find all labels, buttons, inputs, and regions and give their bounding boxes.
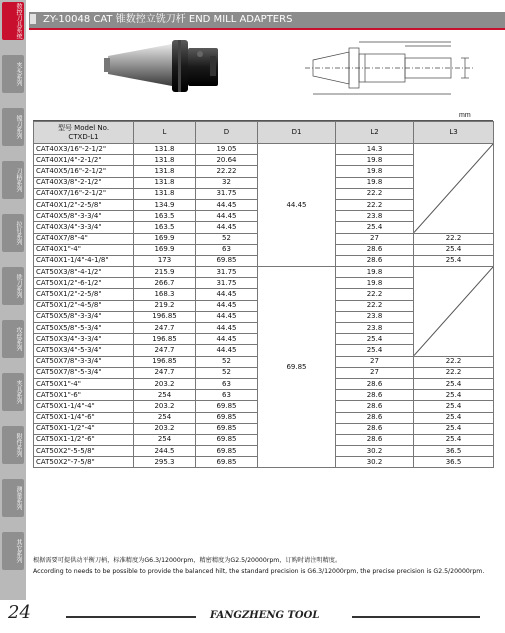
cell-model: CAT50X1-1/4"-4" — [34, 401, 134, 412]
cell-l: 163.5 — [134, 211, 196, 222]
header-l: L — [134, 122, 196, 144]
cell-d: 69.85 — [196, 255, 258, 266]
cell-l2: 19.8 — [336, 155, 414, 166]
product-photo — [100, 38, 230, 108]
cell-d: 63 — [196, 244, 258, 255]
cell-l2: 28.6 — [336, 434, 414, 445]
header-l2: L2 — [336, 122, 414, 144]
cell-model: CAT50X1"-4" — [34, 378, 134, 389]
cell-d1: 69.85 — [258, 267, 336, 468]
cell-model: CAT50X1-1/2"-6" — [34, 434, 134, 445]
cell-d: 69.85 — [196, 401, 258, 412]
header-model-label: 型号 Model No. — [57, 123, 110, 132]
cell-l2: 30.2 — [336, 457, 414, 468]
header-d1: D1 — [258, 122, 336, 144]
cell-d: 31.75 — [196, 188, 258, 199]
cell-d: 63 — [196, 378, 258, 389]
cell-d: 69.85 — [196, 412, 258, 423]
cell-l2: 19.8 — [336, 177, 414, 188]
cell-model: CAT50X1"-6" — [34, 390, 134, 401]
cell-l3: 25.4 — [414, 390, 494, 401]
cell-model: CAT40X3/8"-2-1/2" — [34, 177, 134, 188]
cell-model: CAT50X7/8"-5-3/4" — [34, 367, 134, 378]
cell-d: 19.05 — [196, 144, 258, 155]
cell-l: 247.7 — [134, 323, 196, 334]
cell-l3: 25.4 — [414, 412, 494, 423]
cell-d: 69.85 — [196, 423, 258, 434]
sidebar-tab-label: 附件系列 — [15, 433, 22, 457]
cell-model: CAT40X1"-4" — [34, 244, 134, 255]
cell-d: 69.85 — [196, 457, 258, 468]
cell-l: 131.8 — [134, 155, 196, 166]
cell-l: 203.2 — [134, 423, 196, 434]
cell-l2: 28.6 — [336, 255, 414, 266]
cell-l2: 22.2 — [336, 188, 414, 199]
cell-l2: 28.6 — [336, 401, 414, 412]
sidebar-tab[interactable] — [2, 532, 24, 570]
footer-brand: FANGZHENG TOOL — [210, 610, 320, 621]
cell-l2: 27 — [336, 233, 414, 244]
cell-d1: 44.45 — [258, 144, 336, 267]
cell-d: 63 — [196, 390, 258, 401]
cell-l: 244.5 — [134, 446, 196, 457]
cell-l2: 19.8 — [336, 166, 414, 177]
note-zh: 根据需要可提供动平衡刀柄，标准精度为G6.3/12000rpm，精密精度为G2.5/20000rpm，订购时请注明精度。 — [33, 557, 342, 564]
sidebar-tab-label: 其它系列 — [15, 539, 22, 563]
cell-model: CAT50X5/8"-3-3/4" — [34, 311, 134, 322]
cell-model: CAT50X1-1/4"-6" — [34, 412, 134, 423]
cell-l2: 23.8 — [336, 211, 414, 222]
cell-l3: 22.2 — [414, 233, 494, 244]
cell-model: CAT40X3/4"-3-3/4" — [34, 222, 134, 233]
cell-l2: 27 — [336, 367, 414, 378]
cell-l2: 25.4 — [336, 334, 414, 345]
cell-l: 131.8 — [134, 166, 196, 177]
sidebar-tab[interactable] — [2, 373, 24, 411]
cell-l: 134.9 — [134, 199, 196, 210]
sidebar-tab-label: 铣刀系列 — [15, 274, 22, 298]
cell-l2: 23.8 — [336, 323, 414, 334]
sidebar-tab[interactable] — [2, 214, 24, 252]
cell-model: CAT50X1/2"-6-1/2" — [34, 278, 134, 289]
sidebar-tab-label: 镗刀系列 — [15, 115, 22, 139]
cell-model: CAT50X1/2"-2-5/8" — [34, 289, 134, 300]
cell-l: 295.3 — [134, 457, 196, 468]
note-en: According to needs to be possible to provide the balanced hilt, the standard precision is G6.3/12000rpm, the precise precision is G2.5/20000rpm. — [33, 568, 485, 575]
cell-l: 266.7 — [134, 278, 196, 289]
cell-d: 44.45 — [196, 289, 258, 300]
cell-l3: 22.2 — [414, 367, 494, 378]
cell-d: 44.45 — [196, 345, 258, 356]
cell-l: 215.9 — [134, 267, 196, 278]
cell-l: 254 — [134, 412, 196, 423]
sidebar-tab-label: 测量系列 — [15, 486, 22, 510]
header-model — [34, 122, 134, 144]
cell-l: 131.8 — [134, 177, 196, 188]
cell-l3: 25.4 — [414, 378, 494, 389]
cell-l2: 25.4 — [336, 222, 414, 233]
page-number: 24 — [8, 602, 31, 623]
cell-d: 44.45 — [196, 222, 258, 233]
cell-d: 31.75 — [196, 278, 258, 289]
cell-l: 169.9 — [134, 233, 196, 244]
cell-l2: 28.6 — [336, 412, 414, 423]
cell-d: 20.64 — [196, 155, 258, 166]
cell-model: CAT40X7/16"-2-1/2" — [34, 188, 134, 199]
cell-l3: 25.4 — [414, 244, 494, 255]
sidebar-tab-label: 夹具系列 — [15, 380, 22, 404]
page-title: ZY-10048 CAT 锥数控立铣刀杆 END MILL ADAPTERS — [43, 14, 293, 25]
unit-label: mm — [459, 112, 471, 119]
sidebar-tab[interactable] — [2, 479, 24, 517]
cell-l2: 22.2 — [336, 199, 414, 210]
sidebar-tab-label: 攻丝系列 — [15, 327, 22, 351]
cell-model: CAT40X5/8"-3-3/4" — [34, 211, 134, 222]
cell-l: 168.3 — [134, 289, 196, 300]
table-header-row — [34, 122, 494, 144]
cell-model: CAT40X5/16"-2-1/2" — [34, 166, 134, 177]
cell-model: CAT40X1/2"-2-5/8" — [34, 199, 134, 210]
cell-model: CAT50X7/8"-3-3/4" — [34, 356, 134, 367]
cell-l2: 27 — [336, 356, 414, 367]
cell-l: 203.2 — [134, 378, 196, 389]
technical-drawing — [305, 36, 485, 106]
cell-l: 247.7 — [134, 367, 196, 378]
sidebar-tab-label: 拉钉系列 — [15, 221, 22, 245]
cell-model: CAT50X3/4"-5-3/4" — [34, 345, 134, 356]
cell-l: 131.8 — [134, 144, 196, 155]
sidebar-tab[interactable] — [2, 320, 24, 358]
cell-l: 247.7 — [134, 345, 196, 356]
header-l3: L3 — [414, 122, 494, 144]
sidebar-tab[interactable] — [2, 267, 24, 305]
cell-l: 219.2 — [134, 300, 196, 311]
cell-l: 196.85 — [134, 311, 196, 322]
cell-d: 44.45 — [196, 323, 258, 334]
header-d: D — [196, 122, 258, 144]
cell-d: 44.45 — [196, 334, 258, 345]
cell-model: CAT40X7/8"-4" — [34, 233, 134, 244]
sidebar-tab[interactable] — [2, 161, 24, 199]
cell-l2: 25.4 — [336, 345, 414, 356]
cell-d: 44.45 — [196, 199, 258, 210]
cell-l2: 22.2 — [336, 289, 414, 300]
cell-model: CAT50X3/4"-3-3/4" — [34, 334, 134, 345]
table-row — [34, 267, 494, 278]
sidebar-tab[interactable] — [2, 426, 24, 464]
cell-model: CAT50X5/8"-5-3/4" — [34, 323, 134, 334]
sidebar-tab-label: 夹头系列 — [15, 62, 22, 86]
cell-l3: 36.5 — [414, 457, 494, 468]
cell-l: 254 — [134, 390, 196, 401]
sidebar-tab-label: 数控刀具系统 — [15, 3, 22, 39]
cell-model: CAT40X3/16"-2-1/2" — [34, 144, 134, 155]
cell-l3-na — [414, 144, 494, 234]
sidebar — [0, 0, 26, 600]
cell-l2: 22.2 — [336, 300, 414, 311]
cell-d: 44.45 — [196, 311, 258, 322]
cell-l: 254 — [134, 434, 196, 445]
cell-d: 22.22 — [196, 166, 258, 177]
sidebar-tab[interactable] — [2, 108, 24, 146]
note — [33, 555, 495, 577]
taper-shank — [108, 44, 172, 86]
header-model-sub: CTXD-L1 — [68, 132, 99, 141]
spec-table — [33, 121, 494, 468]
cell-l: 196.85 — [134, 334, 196, 345]
cell-d: 52 — [196, 356, 258, 367]
cell-l3: 25.4 — [414, 255, 494, 266]
cell-model: CAT40X1/4"-2-1/2" — [34, 155, 134, 166]
cell-model: CAT40X1-1/4"-4-1/8" — [34, 255, 134, 266]
cell-l: 196.85 — [134, 356, 196, 367]
cell-model: CAT50X3/8"-4-1/2" — [34, 267, 134, 278]
cell-d: 52 — [196, 367, 258, 378]
cell-model: CAT50X2"-7-5/8" — [34, 457, 134, 468]
cell-l2: 19.8 — [336, 278, 414, 289]
sidebar-tab[interactable] — [2, 55, 24, 93]
cell-l2: 19.8 — [336, 267, 414, 278]
cell-l: 169.9 — [134, 244, 196, 255]
footer-line-left — [66, 616, 196, 618]
cell-l2: 28.6 — [336, 390, 414, 401]
cell-l2: 28.6 — [336, 378, 414, 389]
cell-l3: 25.4 — [414, 434, 494, 445]
cell-model: CAT50X2"-5-5/8" — [34, 446, 134, 457]
cell-model: CAT50X1-1/2"-4" — [34, 423, 134, 434]
cell-l3: 25.4 — [414, 423, 494, 434]
cell-l3: 36.5 — [414, 446, 494, 457]
sidebar-tab[interactable] — [2, 2, 24, 40]
cell-l2: 28.6 — [336, 244, 414, 255]
sidebar-tab-label: 刀柄系列 — [15, 168, 22, 192]
cell-d: 44.45 — [196, 211, 258, 222]
cell-d: 69.85 — [196, 446, 258, 457]
cell-l: 131.8 — [134, 188, 196, 199]
cell-l2: 28.6 — [336, 423, 414, 434]
table-row — [34, 144, 494, 155]
cell-model: CAT50X1/2"-4-5/8" — [34, 300, 134, 311]
cell-d: 32 — [196, 177, 258, 188]
cell-l: 173 — [134, 255, 196, 266]
cell-l2: 23.8 — [336, 311, 414, 322]
cell-d: 31.75 — [196, 267, 258, 278]
cell-l3-na — [414, 267, 494, 357]
cell-d: 69.85 — [196, 434, 258, 445]
cell-l: 163.5 — [134, 222, 196, 233]
cell-d: 44.45 — [196, 300, 258, 311]
footer-line-right — [352, 616, 480, 618]
cell-l3: 25.4 — [414, 401, 494, 412]
cell-l2: 14.3 — [336, 144, 414, 155]
cell-l2: 30.2 — [336, 446, 414, 457]
cell-d: 52 — [196, 233, 258, 244]
header-marker — [30, 14, 36, 24]
cell-l: 203.2 — [134, 401, 196, 412]
cell-l3: 22.2 — [414, 356, 494, 367]
